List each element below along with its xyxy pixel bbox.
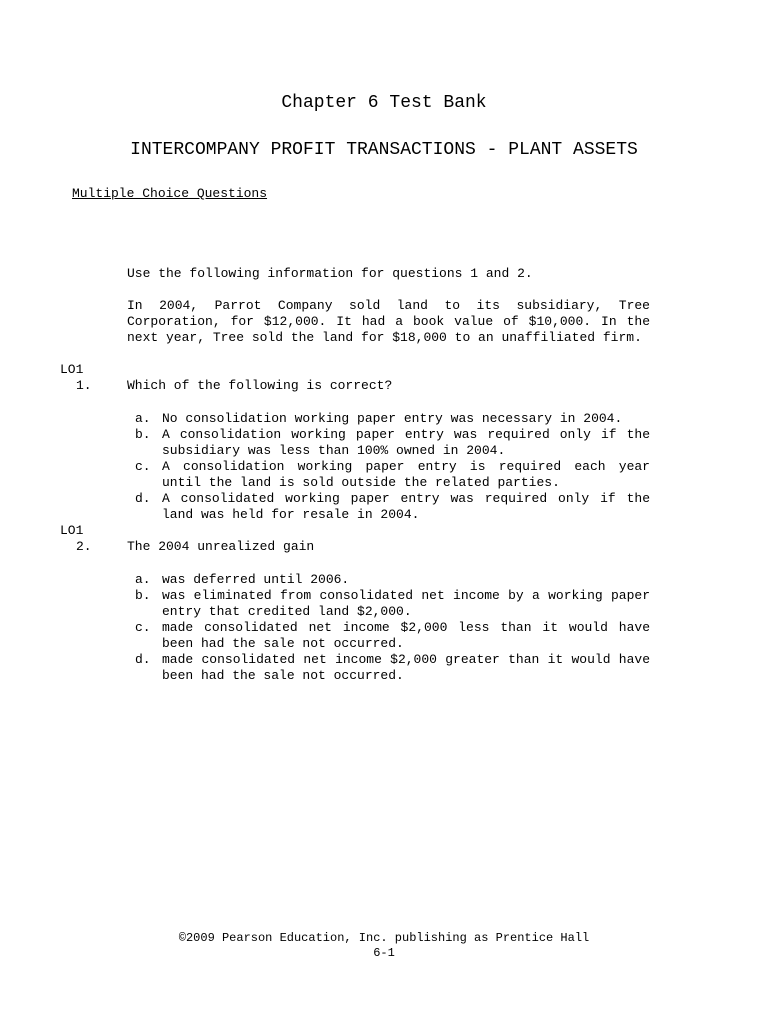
option-text: made consolidated net income $2,000 less than it would have been had the sale not occurred. [162,620,650,651]
answer-option [135,588,650,620]
page-footer [0,931,768,961]
section-title: INTERCOMPANY PROFIT TRANSACTIONS - PLANT ASSETS [130,140,638,160]
answer-options [135,572,650,684]
option-letter: d. [135,491,151,506]
answer-option [135,652,650,684]
answer-option [135,572,650,588]
multiple-choice-subhead: Multiple Choice Questions [72,186,268,201]
answer-option [135,491,650,523]
option-text: was deferred until 2006. [162,572,350,587]
answer-option [135,620,650,652]
option-text: was eliminated from consolidated net income by a working paper entry that credited land $2,000. [162,588,650,619]
question-number: 1. [76,378,92,393]
option-text: A consolidation working paper entry is required each year until the land is sold outside the related parties. [162,459,650,490]
option-text: A consolidated working paper entry was required only if the land was held for resale in 2004. [162,491,650,522]
answer-option [135,427,650,459]
option-letter: a. [135,572,151,587]
option-text: made consolidated net income $2,000 greater than it would have been had the sale not occurred. [162,652,650,683]
answer-options [135,411,650,523]
learning-objective-label: LO1 [60,523,84,538]
option-letter: b. [135,427,151,442]
option-text: No consolidation working paper entry was necessary in 2004. [162,411,623,426]
question-text: The 2004 unrealized gain [127,539,315,554]
answer-option [135,459,650,491]
option-letter: c. [135,459,151,474]
option-text: A consolidation working paper entry was required only if the subsidiary was less than 100% owned in 2004. [162,427,650,458]
scenario-paragraph: In 2004, Parrot Company sold land to its subsidiary, Tree Corporation, for $12,000. It had a book value of $10,000. In the next year, Tree sold the land for $18,000 to an unaffiliated firm. [127,298,650,345]
page-number: 6-1 [373,946,395,960]
question-number: 2. [76,539,92,554]
option-letter: d. [135,652,151,667]
option-letter: c. [135,620,151,635]
instructions-text: Use the following information for questions 1 and 2. [127,266,533,281]
answer-option [135,411,650,427]
option-letter: b. [135,588,151,603]
option-letter: a. [135,411,151,426]
question-text: Which of the following is correct? [127,378,393,393]
copyright-notice: ©2009 Pearson Education, Inc. publishing as Prentice Hall [178,931,590,945]
learning-objective-label: LO1 [60,362,84,377]
chapter-title: Chapter 6 Test Bank [281,93,487,113]
